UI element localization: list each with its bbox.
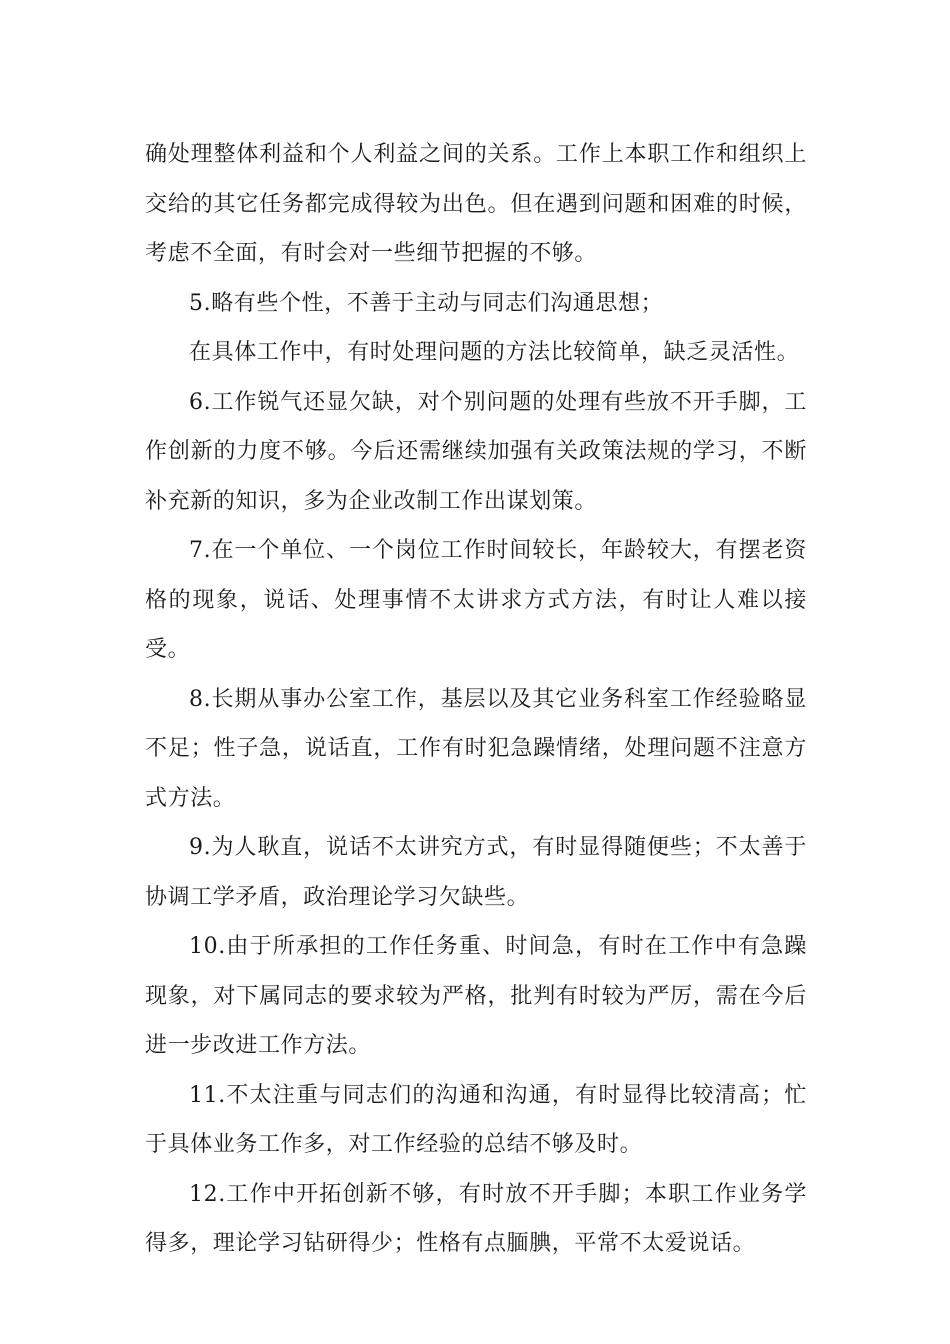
paragraph-item-9: 9.为人耿直，说话不太讲究方式，有时显得随便些；不太善于协调工学矛盾，政治理论学习欠缺些。	[145, 835, 807, 910]
paragraph-item-6: 6.工作锐气还显欠缺，对个别问题的处理有些放不开手脚，工作创新的力度不够。今后还需继续加强有关政策法规的学习，不断补充新的知识，多为企业改制工作出谋划策。	[145, 389, 807, 514]
paragraph-item-8: 8.长期从事办公室工作，基层以及其它业务科室工作经验略显不足；性子急，说话直，工作有时犯急躁情绪，处理问题不注意方式方法。	[145, 686, 807, 811]
paragraph-item-12: 12.工作中开拓创新不够，有时放不开手脚；本职工作业务学得多，理论学习钻研得少；性格有点腼腆，平常不太爱说话。	[145, 1181, 807, 1256]
paragraph-item-10: 10.由于所承担的工作任务重、时间急，有时在工作中有急躁现象，对下属同志的要求较为严格，批判有时较为严厉，需在今后进一步改进工作方法。	[145, 934, 807, 1058]
paragraph-item-11: 11.不太注重与同志们的沟通和沟通，有时显得比较清高；忙于具体业务工作多，对工作经验的总结不够及时。	[145, 1082, 807, 1157]
paragraph-item-5: 5.略有些个性，不善于主动与同志们沟通思想；	[189, 290, 664, 316]
document-body	[145, 130, 807, 1269]
paragraph-continuation: 确处理整体利益和个人利益之间的关系。工作上本职工作和组织上交给的其它任务都完成得较为出色。但在遇到问题和困难的时候，考虑不全面，有时会对一些细节把握的不够。	[145, 142, 807, 266]
paragraph-item-7: 7.在一个单位、一个岗位工作时间较长，年龄较大，有摆老资格的现象，说话、处理事情不太讲求方式方法，有时让人难以接受。	[145, 538, 807, 662]
paragraph-item-5-detail: 在具体工作中，有时处理问题的方法比较简单，缺乏灵活性。	[189, 340, 800, 365]
